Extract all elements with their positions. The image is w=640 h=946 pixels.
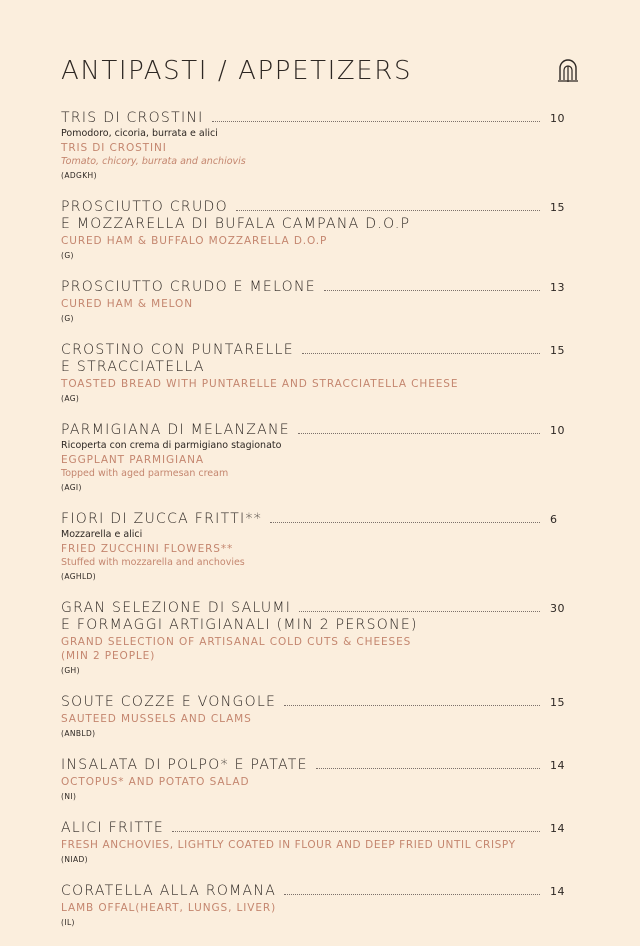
item-name-en: SAUTEED MUSSELS AND CLAMS	[61, 713, 252, 725]
item-allergens: (GH)	[61, 666, 80, 675]
leader-dots	[236, 210, 540, 211]
item-description-it: Pomodoro, cicoria, burrata e alici	[61, 128, 218, 139]
item-name: CROSTINO CON PUNTARELLE	[61, 342, 294, 358]
item-price: 14	[550, 759, 565, 772]
item-name: INSALATA DI POLPO* E PATATE	[61, 757, 308, 773]
item-description-en: Topped with aged parmesan cream	[61, 468, 229, 479]
item-name: SOUTE COZZE E VONGOLE	[61, 694, 277, 710]
item-description-en: Stuffed with mozzarella and anchovies	[61, 557, 245, 568]
item-name: TRIS DI CROSTINI	[61, 110, 204, 126]
item-description-en: Tomato, chicory, burrata and anchiovis	[61, 156, 246, 167]
item-price: 14	[550, 822, 565, 835]
menu-page	[61, 56, 578, 946]
menu-item	[61, 820, 578, 866]
item-price: 10	[550, 424, 565, 437]
item-name-en: CURED HAM & MELON	[61, 298, 193, 310]
item-allergens: (ADGKH)	[61, 171, 97, 180]
menu-item	[61, 279, 578, 325]
item-name-en: TOASTED BREAD WITH PUNTARELLE AND STRACCIATELLA CHEESE	[61, 378, 459, 390]
leader-dots	[270, 522, 540, 523]
item-description-it: Ricoperta con crema di parmigiano stagionato	[61, 440, 282, 451]
leader-dots	[299, 611, 540, 612]
item-allergens: (G)	[61, 251, 74, 260]
item-price: 30	[550, 602, 565, 615]
item-price: 15	[550, 696, 565, 709]
item-price: 15	[550, 344, 565, 357]
item-allergens: (AGHLD)	[61, 572, 97, 581]
menu-item	[61, 422, 578, 494]
item-allergens: (NIAD)	[61, 855, 88, 864]
leader-dots	[284, 894, 540, 895]
item-description-it: Mozzarella e alici	[61, 529, 143, 540]
arch-logo-icon	[558, 58, 578, 84]
menu-item	[61, 883, 578, 929]
item-name: ALICI FRITTE	[61, 820, 165, 836]
menu-item	[61, 757, 578, 803]
item-name: PROSCIUTTO CRUDO E MELONE	[61, 279, 316, 295]
item-name-line2: E MOZZARELLA DI BUFALA CAMPANA D.O.P	[61, 216, 411, 232]
item-name-en: GRAND SELECTION OF ARTISANAL COLD CUTS & CHEESES	[61, 636, 412, 648]
menu-item	[61, 694, 578, 740]
item-name-en: TRIS DI CROSTINI	[61, 142, 167, 154]
item-name: PROSCIUTTO CRUDO	[61, 199, 228, 215]
menu-item	[61, 511, 578, 583]
menu-item	[61, 110, 578, 182]
item-name-en: CURED HAM & BUFFALO MOZZARELLA D.O.P	[61, 235, 328, 247]
item-price: 13	[550, 281, 565, 294]
menu-item	[61, 600, 578, 677]
item-name-line2: E STRACCIATELLA	[61, 359, 205, 375]
leader-dots	[302, 353, 540, 354]
item-name: FIORI DI ZUCCA FRITTI**	[61, 511, 263, 527]
item-name-en: OCTOPUS* AND POTATO SALAD	[61, 776, 250, 788]
item-name-en-line2: (MIN 2 PEOPLE)	[61, 650, 156, 662]
page-title: ANTIPASTI / APPETIZERS	[61, 56, 413, 86]
item-name-line2: E FORMAGGI ARTIGIANALI (MIN 2 PERSONE)	[61, 617, 418, 633]
item-name-en: LAMB OFFAL(HEART, LUNGS, LIVER)	[61, 902, 277, 914]
item-name: PARMIGIANA DI MELANZANE	[61, 422, 290, 438]
item-allergens: (NI)	[61, 792, 77, 801]
leader-dots	[212, 121, 540, 122]
item-allergens: (IL)	[61, 918, 75, 927]
item-price: 14	[550, 885, 565, 898]
menu-item	[61, 342, 578, 405]
item-allergens: (G)	[61, 314, 74, 323]
leader-dots	[316, 768, 540, 769]
leader-dots	[172, 831, 540, 832]
item-allergens: (AGI)	[61, 483, 82, 492]
leader-dots	[324, 290, 540, 291]
item-name-en: FRESH ANCHOVIES, LIGHTLY COATED IN FLOUR AND DEEP FRIED UNTIL CRISPY	[61, 839, 516, 851]
item-price: 15	[550, 201, 565, 214]
menu-item	[61, 199, 578, 262]
item-name: GRAN SELEZIONE DI SALUMI	[61, 600, 292, 616]
item-price: 10	[550, 112, 565, 125]
item-name-en: FRIED ZUCCHINI FLOWERS**	[61, 543, 234, 555]
leader-dots	[284, 705, 540, 706]
item-allergens: (ANBLD)	[61, 729, 96, 738]
item-price: 6	[550, 513, 558, 526]
item-allergens: (AG)	[61, 394, 80, 403]
leader-dots	[298, 433, 540, 434]
menu-header	[61, 56, 578, 96]
item-name: CORATELLA ALLA ROMANA	[61, 883, 277, 899]
item-name-en: EGGPLANT PARMIGIANA	[61, 454, 204, 466]
